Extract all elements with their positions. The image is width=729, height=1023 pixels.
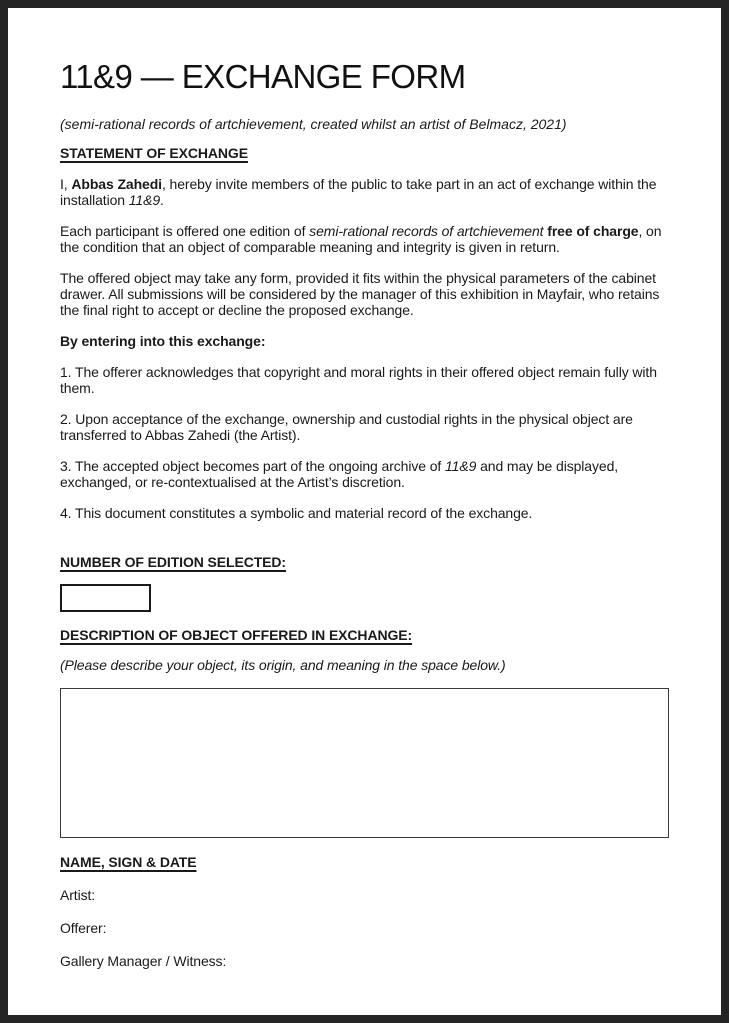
edition-heading: NUMBER OF EDITION SELECTED: [60, 554, 286, 570]
artist-signature-label: Artist: [60, 887, 96, 903]
offerer-signature-label: Offerer: [60, 920, 107, 936]
statement-paragraph: Each participant is offered one edition of semi-rational records of artchievement free of charge, on the condition that an object of comparable meaning and integrity is given in return. [60, 223, 662, 255]
term-item: 1. The offerer acknowledges that copyright and moral rights in their offered object remain fully with them. [60, 364, 657, 396]
description-heading: DESCRIPTION OF OBJECT OFFERED IN EXCHANGE: [60, 627, 413, 643]
witness-signature-label: Gallery Manager / Witness: [60, 953, 227, 969]
object-description-input[interactable] [60, 688, 669, 838]
page-subtitle: (semi-rational records of artchievement, created whilst an artist of Belmacz, 2021) [60, 116, 567, 132]
term-item: 4. This document constitutes a symbolic and material record of the exchange. [60, 505, 533, 521]
statement-paragraph: The offered object may take any form, provided it fits within the physical parameters of the cabinet drawer. All submissions will be considered by the manager of this exhibition in Mayfair, who retains the final right to accept or decline the proposed exchange. [60, 270, 660, 318]
edition-number-input[interactable] [60, 584, 151, 612]
term-item: 3. The accepted object becomes part of the ongoing archive of 11&9 and may be displayed, exchanged, or re-contextualised at the Artist’s discretion. [60, 458, 619, 490]
signature-heading: NAME, SIGN & DATE [60, 854, 197, 870]
term-item: 2. Upon acceptance of the exchange, ownership and custodial rights in the physical object are transferred to Abbas Zahedi (the Artist). [60, 411, 633, 443]
terms-heading: By entering into this exchange: [60, 333, 266, 349]
description-note: (Please describe your object, its origin, and meaning in the space below.) [60, 657, 506, 673]
page-title: 11&9 — EXCHANGE FORM [60, 58, 466, 95]
statement-heading: STATEMENT OF EXCHANGE [60, 145, 248, 161]
exchange-form-document [8, 8, 721, 1015]
statement-paragraph: I, Abbas Zahedi, hereby invite members of the public to take part in an act of exchange within the installation 11&9. [60, 176, 657, 208]
